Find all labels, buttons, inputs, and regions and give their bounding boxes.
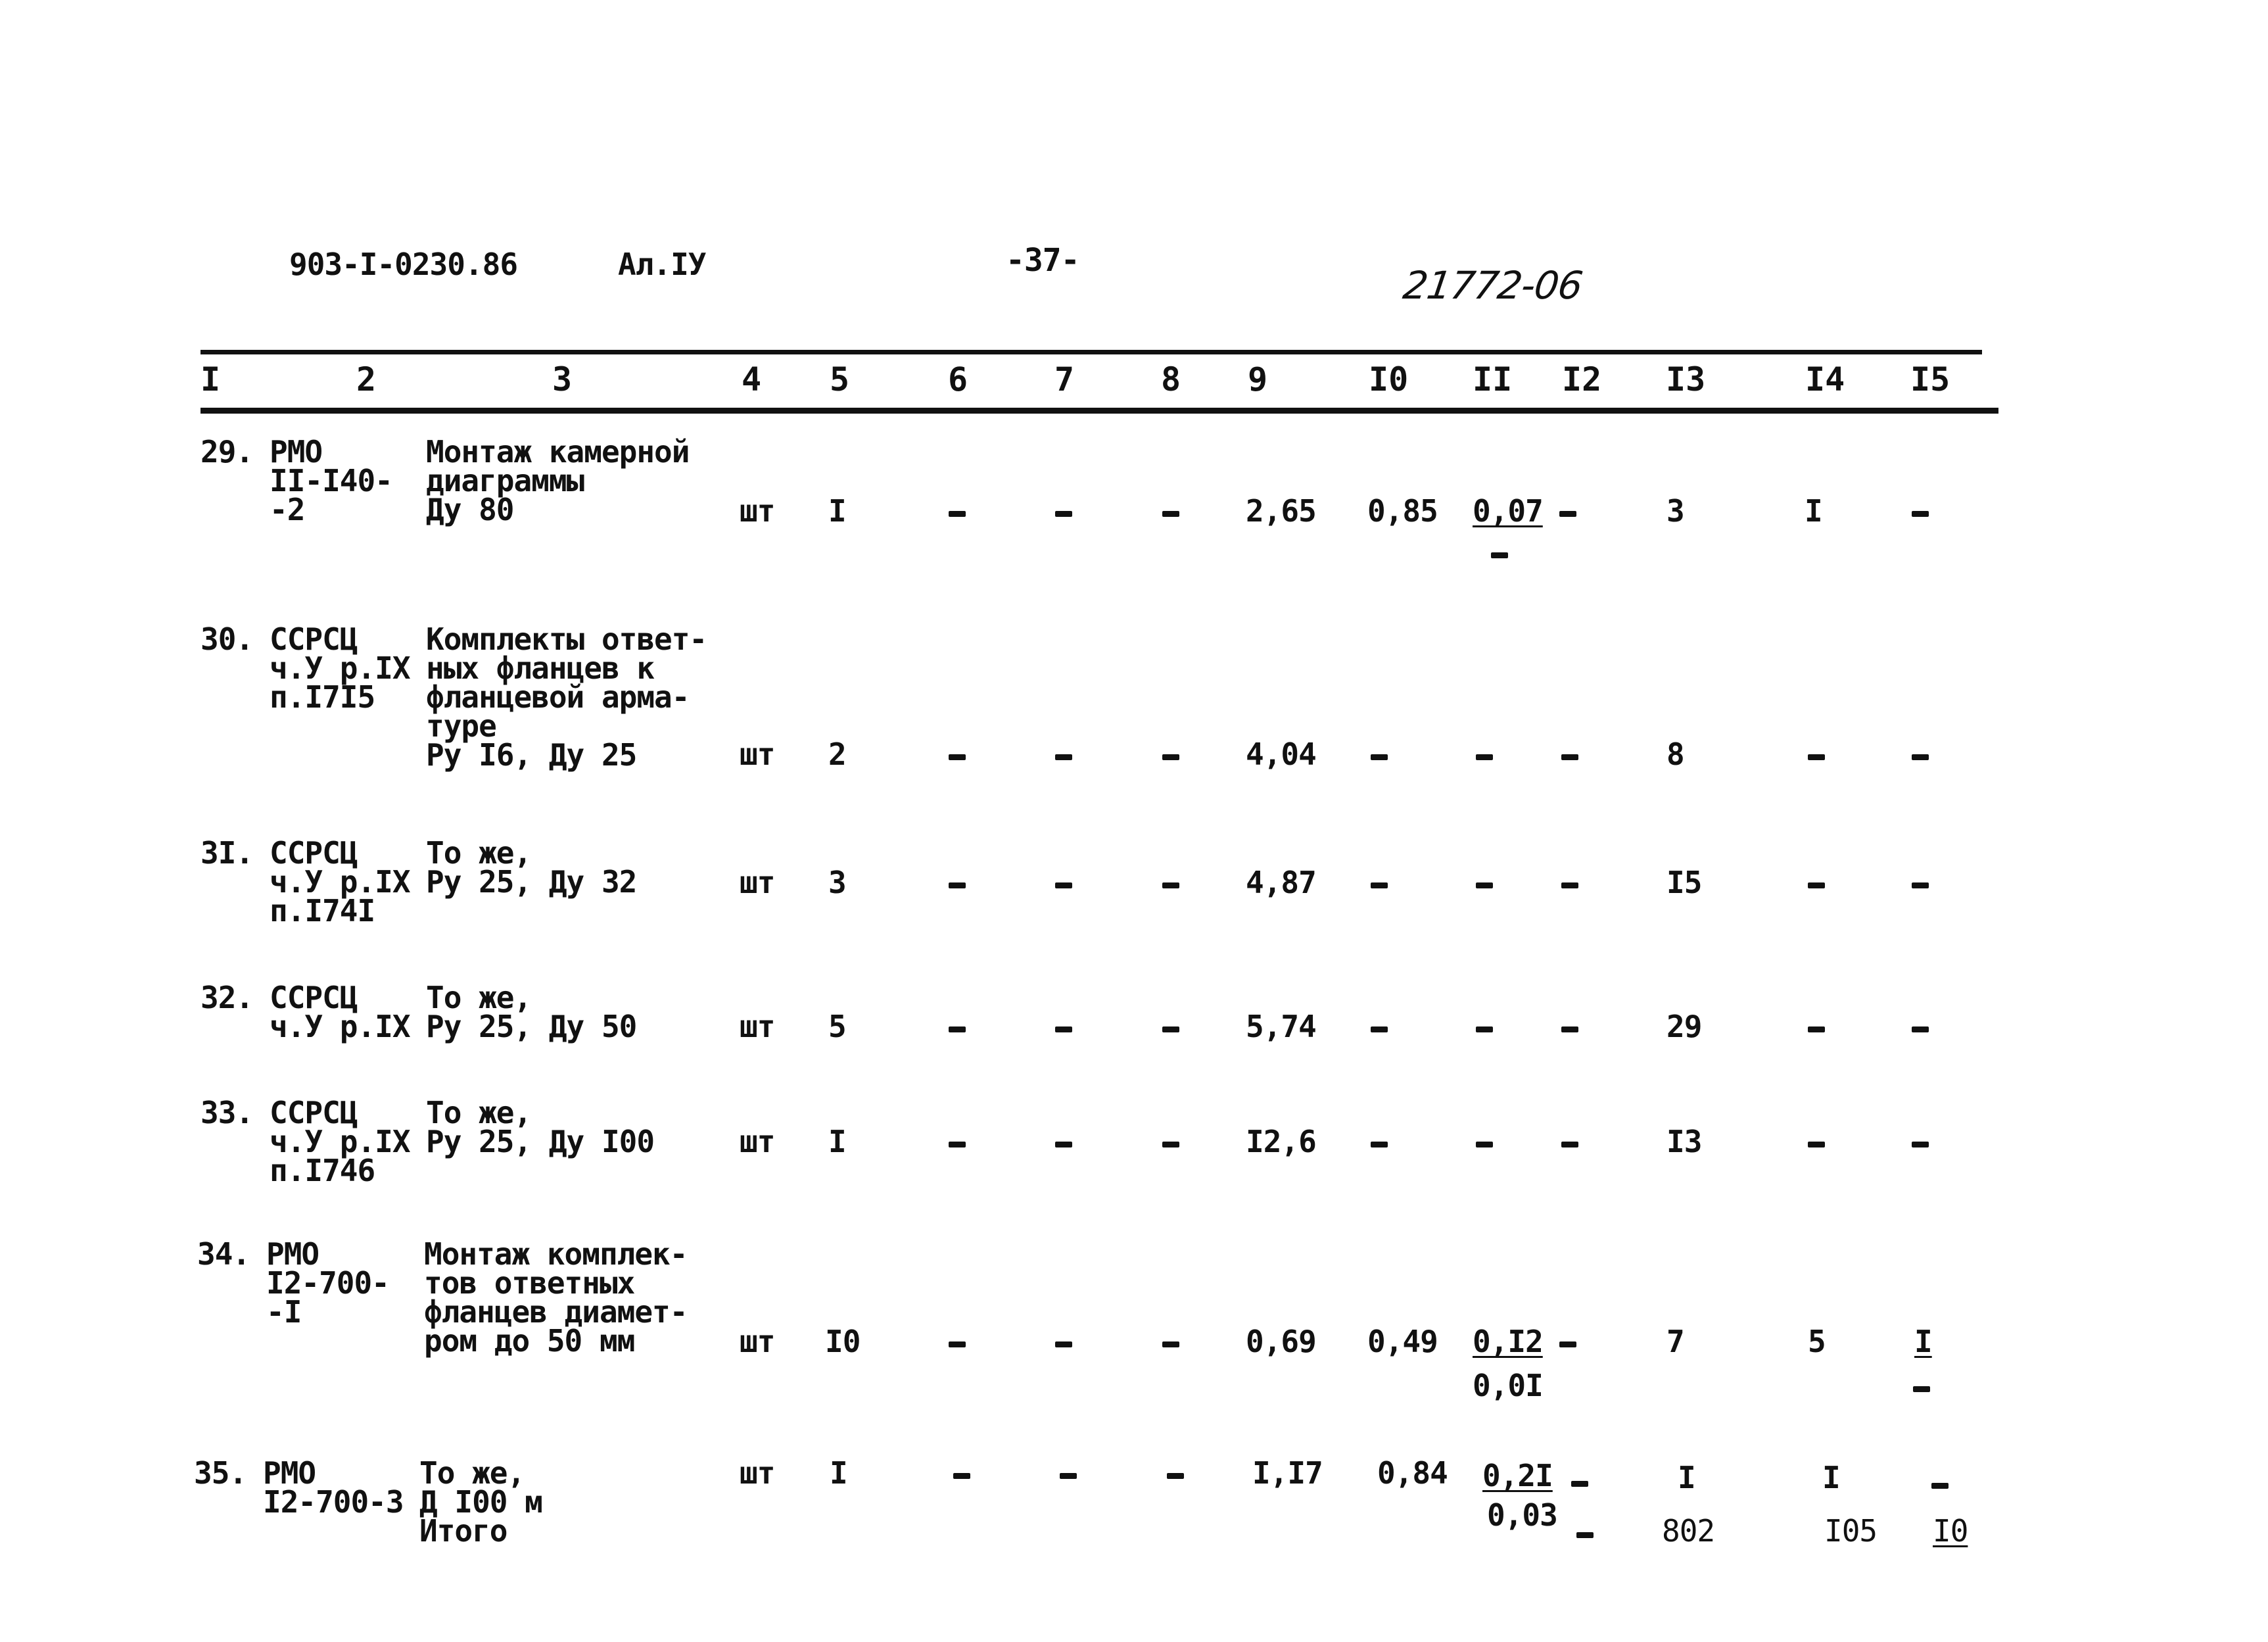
empty-dash — [1060, 1473, 1077, 1479]
column-header-8: 8 — [1161, 360, 1181, 398]
work-description: То же, Д I00 м — [419, 1455, 542, 1520]
value-col9: 2,65 — [1246, 493, 1316, 529]
norm-code: ССРСЦ ч.У р.IX п.I7I5 — [270, 621, 410, 715]
value-col10: 0,49 — [1367, 1324, 1438, 1359]
empty-dash — [1162, 1341, 1179, 1347]
value-col13: I5 — [1666, 865, 1702, 900]
empty-dash — [1476, 1142, 1493, 1147]
page-number: -37- — [1006, 242, 1079, 279]
quantity: I — [828, 1124, 846, 1159]
column-header-5: 5 — [830, 360, 850, 398]
column-header-9: 9 — [1248, 360, 1268, 398]
empty-dash — [1476, 1026, 1493, 1032]
empty-dash — [1931, 1483, 1949, 1489]
row-number: 29. — [201, 434, 254, 470]
quantity: 3 — [828, 865, 846, 900]
empty-dash — [1055, 1142, 1072, 1147]
work-description: То же, Ру 25, Ду 32 — [426, 835, 637, 900]
value-col13: 3 — [1666, 493, 1684, 529]
row-number: 34. — [197, 1236, 250, 1272]
empty-dash — [1576, 1532, 1594, 1538]
column-header-7: 7 — [1054, 360, 1075, 398]
unit: шт — [740, 865, 775, 900]
value-col14: I — [1805, 493, 1822, 529]
column-header-11: II — [1473, 360, 1513, 398]
empty-dash — [949, 1341, 966, 1347]
empty-dash — [1371, 1142, 1388, 1147]
value-col11-top: 0,07 — [1473, 493, 1543, 529]
empty-dash — [1162, 1142, 1179, 1147]
row-number: 32. — [201, 980, 254, 1015]
empty-dash — [949, 754, 966, 760]
empty-dash — [1808, 754, 1825, 760]
album-number: Ал.IУ — [618, 247, 706, 282]
empty-dash — [1912, 1142, 1929, 1147]
value-col13: 7 — [1666, 1324, 1684, 1359]
row-number: 30. — [201, 621, 254, 657]
empty-dash — [949, 511, 966, 517]
quantity: 2 — [828, 736, 846, 772]
norm-code: РМО I2-700-3 — [263, 1455, 404, 1520]
row-number: 35. — [194, 1455, 247, 1491]
norm-code: ССРСЦ ч.У р.IX п.I74I — [270, 835, 410, 929]
empty-dash — [1167, 1473, 1184, 1479]
table-header-bottom-rule — [201, 408, 1998, 414]
quantity: I — [828, 493, 846, 529]
work-description: То же, Ру 25, Ду I00 — [426, 1095, 655, 1159]
total-col14: I05 — [1824, 1513, 1878, 1549]
column-header-14: I4 — [1805, 360, 1845, 398]
column-header-12: I2 — [1562, 360, 1602, 398]
value-col11-top: 0,I2 — [1473, 1324, 1543, 1359]
value-col9: 0,69 — [1246, 1324, 1316, 1359]
unit: шт — [740, 493, 775, 529]
handwritten-registration-number: 21772-06 — [1400, 263, 1586, 308]
empty-dash — [1371, 882, 1388, 888]
value-col14: 5 — [1808, 1324, 1826, 1359]
value-col9: 5,74 — [1246, 1009, 1316, 1044]
empty-dash — [1476, 882, 1493, 888]
work-description: Монтаж камерной диаграммы Ду 80 — [426, 434, 690, 527]
norm-code: РМО II-I40- -2 — [270, 434, 392, 527]
value-col9: 4,87 — [1246, 865, 1316, 900]
norm-code: РМО I2-700- -I — [266, 1236, 389, 1330]
empty-dash — [1808, 882, 1825, 888]
row-number: 33. — [201, 1095, 254, 1130]
value-col9: I2,6 — [1246, 1124, 1316, 1159]
total-col13: 802 — [1662, 1513, 1715, 1549]
empty-dash — [949, 1026, 966, 1032]
empty-dash — [1808, 1026, 1825, 1032]
column-header-13: I3 — [1666, 360, 1706, 398]
quantity: I0 — [825, 1324, 861, 1359]
empty-dash — [1491, 552, 1508, 558]
unit: шт — [740, 736, 775, 772]
norm-code: ССРСЦ ч.У р.IX п.I746 — [270, 1095, 410, 1188]
empty-dash — [1913, 1386, 1930, 1392]
empty-dash — [1559, 1341, 1576, 1347]
empty-dash — [1561, 882, 1578, 888]
empty-dash — [1808, 1142, 1825, 1147]
total-col15: I0 — [1933, 1513, 1968, 1549]
work-description: То же, Ру 25, Ду 50 — [426, 980, 637, 1044]
value-col9: 4,04 — [1246, 736, 1316, 772]
empty-dash — [1162, 754, 1179, 760]
value-col13: I — [1678, 1460, 1695, 1495]
empty-dash — [1571, 1481, 1588, 1487]
table-top-rule — [201, 350, 1982, 354]
unit: шт — [740, 1124, 775, 1159]
value-col11-top: 0,2I — [1482, 1458, 1553, 1493]
empty-dash — [1912, 511, 1929, 517]
empty-dash — [949, 1142, 966, 1147]
empty-dash — [949, 882, 966, 888]
empty-dash — [1559, 511, 1576, 517]
work-description: Монтаж комплек- тов ответных фланцев диамет- ром до 50 мм — [424, 1236, 688, 1359]
column-header-6: 6 — [948, 360, 968, 398]
empty-dash — [1371, 1026, 1388, 1032]
empty-dash — [1561, 1142, 1578, 1147]
norm-code: ССРСЦ ч.У р.IX — [270, 980, 410, 1044]
row-number: 3I. — [201, 835, 254, 871]
empty-dash — [1561, 1026, 1578, 1032]
value-col10: 0,85 — [1367, 493, 1438, 529]
value-col13: I3 — [1666, 1124, 1702, 1159]
value-col14: I — [1822, 1460, 1840, 1495]
value-col9: I,I7 — [1252, 1455, 1323, 1491]
work-description: Комплекты ответ- ных фланцев к фланцевой арма- туре Ру I6, Ду 25 — [426, 621, 707, 773]
total-label: Итого — [419, 1513, 508, 1549]
unit: шт — [740, 1324, 775, 1359]
empty-dash — [1055, 1026, 1072, 1032]
empty-dash — [1162, 1026, 1179, 1032]
unit: шт — [740, 1009, 775, 1044]
empty-dash — [1371, 754, 1388, 760]
value-col13: 29 — [1666, 1009, 1702, 1044]
value-col11-bottom: 0,03 — [1487, 1497, 1557, 1533]
empty-dash — [1912, 882, 1929, 888]
quantity: 5 — [828, 1009, 846, 1044]
empty-dash — [1055, 754, 1072, 760]
empty-dash — [1912, 754, 1929, 760]
quantity: I — [830, 1455, 847, 1491]
column-header-10: I0 — [1369, 360, 1409, 398]
empty-dash — [1912, 1026, 1929, 1032]
value-col10: 0,84 — [1377, 1455, 1448, 1491]
empty-dash — [1476, 754, 1493, 760]
column-header-15: I5 — [1910, 360, 1950, 398]
value-col13: 8 — [1666, 736, 1684, 772]
value-col11-bottom: 0,0I — [1473, 1368, 1543, 1403]
document-code: 903-I-0230.86 — [289, 247, 518, 282]
empty-dash — [953, 1473, 970, 1479]
unit: шт — [740, 1455, 775, 1491]
column-header-1: I — [201, 360, 221, 398]
empty-dash — [1055, 511, 1072, 517]
value-col15: I — [1914, 1324, 1932, 1359]
empty-dash — [1162, 511, 1179, 517]
empty-dash — [1561, 754, 1578, 760]
column-header-4: 4 — [742, 360, 762, 398]
column-header-3: 3 — [552, 360, 573, 398]
column-header-2: 2 — [356, 360, 377, 398]
empty-dash — [1055, 1341, 1072, 1347]
empty-dash — [1162, 882, 1179, 888]
empty-dash — [1055, 882, 1072, 888]
